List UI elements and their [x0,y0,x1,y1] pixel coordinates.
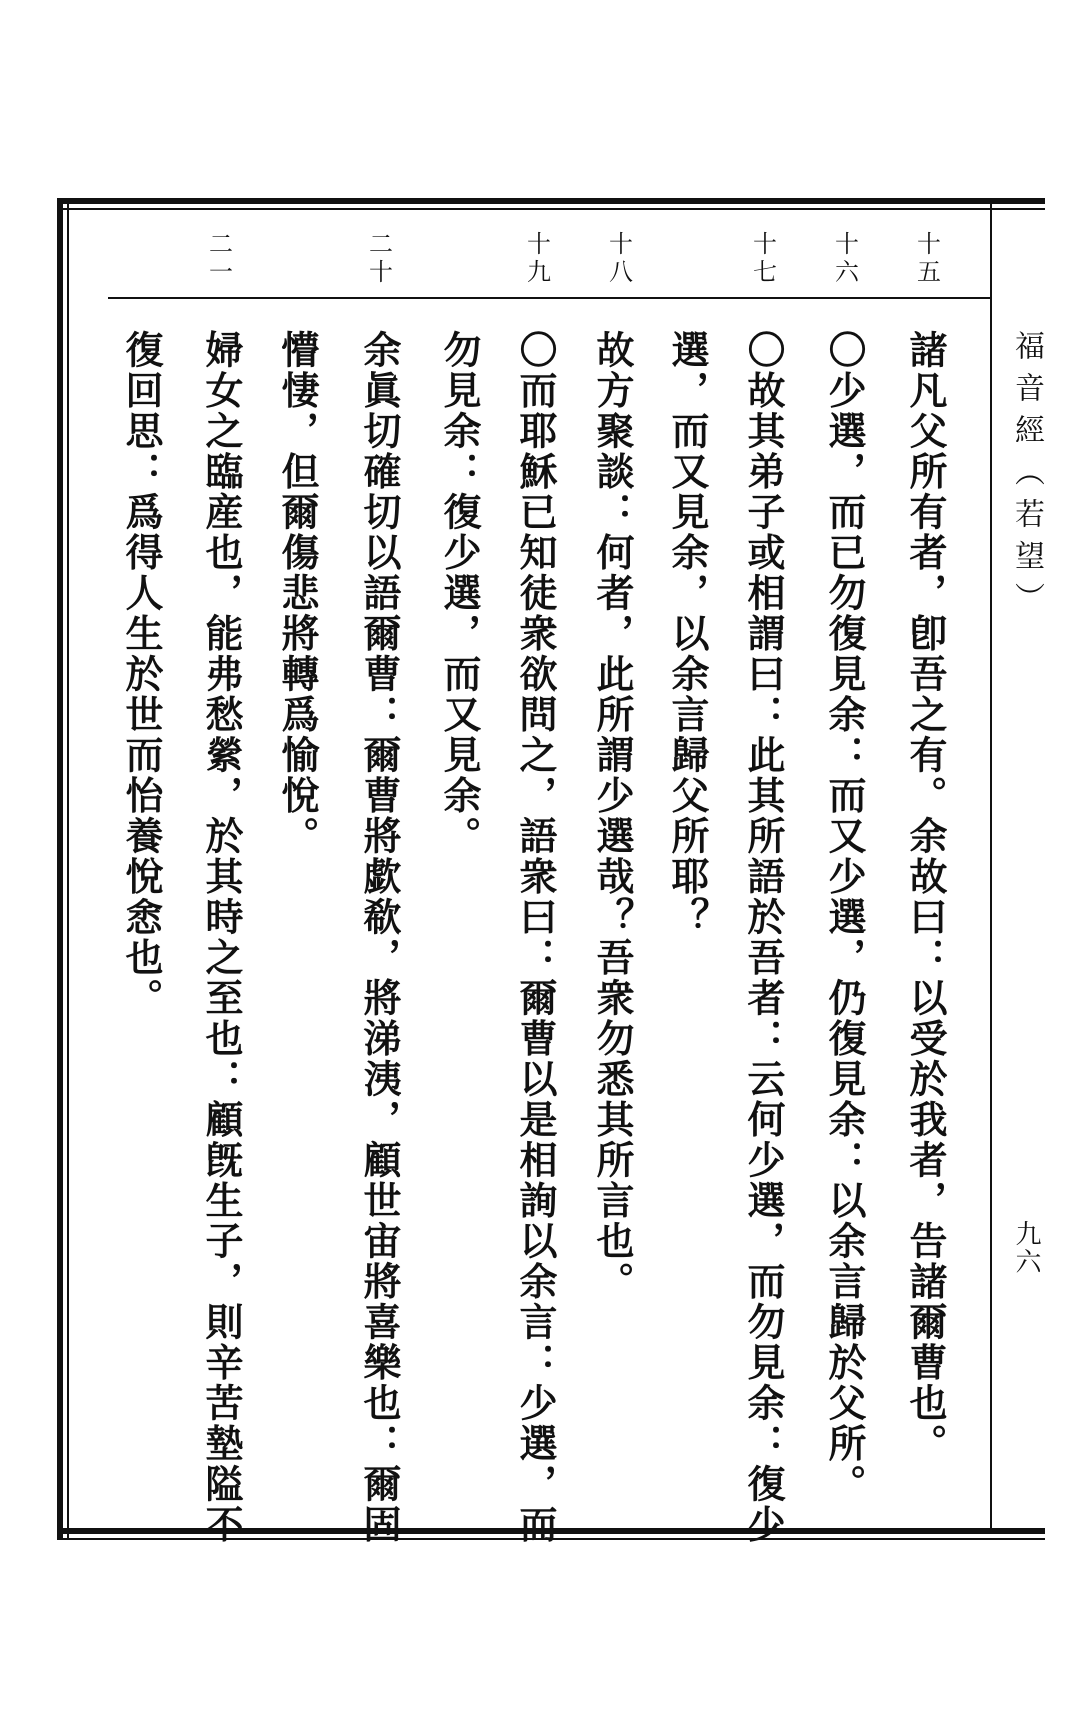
running-title: 福音經（若望） [1009,330,1044,624]
frame-top-thin-rule [57,208,1045,210]
text-column: 諸凡父所有者，卽吾之有。余故曰：以受於我者，告諸爾曹也。 [903,330,948,1464]
text-column: 〇而耶穌已知徒衆欲問之，語衆曰：爾曹以是相詢以余言：少選，而 [513,330,558,1545]
verse-number-divider [108,297,990,299]
text-column: 故方聚談：何者，此所謂少選哉？吾衆勿悉其所言也。 [590,330,635,1302]
verse-number: 十 九 [527,230,551,286]
text-column: 勿見余：復少選，而又見余。 [437,330,482,857]
frame-left-rule [57,198,63,1540]
verse-number: 十 七 [753,230,777,286]
verse-number: 二 十 [369,230,393,286]
frame-top-rule [57,198,1045,204]
verse-number: 十 五 [917,230,941,286]
page-number: 九六 [1011,1220,1041,1276]
frame-left-thin-rule [67,198,69,1540]
text-column: 余眞切確切以語爾曹：爾曹將歔欷，將涕洟，顧世宙將喜樂也：爾固 [357,330,402,1545]
verse-number: 十 八 [609,230,633,286]
text-column: 選，而又見余，以余言歸父所耶？ [665,330,710,938]
text-column: 婦女之臨産也，能弗愁縈，於其時之至也：顧旣生子，則辛苦墊隘不 [199,330,244,1545]
text-column: 〇故其弟子或相謂曰：此其所語於吾者：云何少選，而勿見余：復少 [741,330,786,1545]
frame-right-rule [990,204,992,1534]
text-column: 復回思：爲得人生於世而怡養悅悆也。 [119,330,164,1019]
text-column: 〇少選，而已勿復見余：而又少選，仍復見余：以余言歸於父所。 [822,330,867,1505]
verse-number: 十 六 [835,230,859,286]
verse-number: 二 一 [209,230,233,286]
text-column: 懵悽，但爾傷悲將轉爲愉悅。 [275,330,320,857]
